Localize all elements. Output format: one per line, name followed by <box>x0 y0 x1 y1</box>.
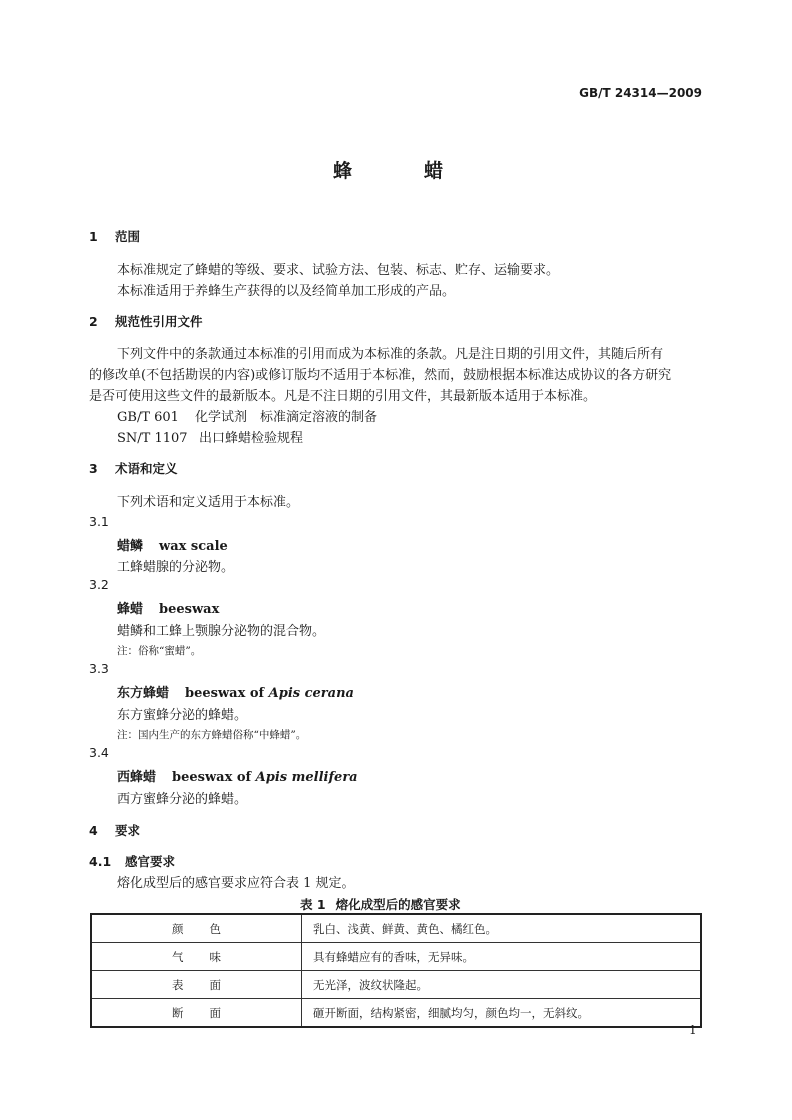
section-title: 术语和定义 <box>115 461 178 476</box>
title-char-1: 蜂 <box>333 160 355 182</box>
term-en: beeswax <box>159 602 220 617</box>
section-4-heading <box>89 821 140 839</box>
table-cell-requirement: 砸开断面，结构紧密，细腻均匀，颜色均一，无斜纹。 <box>302 999 702 1028</box>
table-row <box>91 999 701 1028</box>
section-1-heading <box>89 227 140 245</box>
term-heading <box>117 766 358 785</box>
term-en-italic: Apis mellifera <box>255 770 358 785</box>
term-heading <box>117 682 354 701</box>
section-3-intro: 下列术语和定义适用于本标准。 <box>117 495 300 510</box>
term-zh: 蜡鳞 <box>117 539 144 554</box>
term-en: beeswax of <box>172 770 256 785</box>
term-note: 注：俗称“蜜蜡”。 <box>117 645 202 657</box>
table-label: 表 1 <box>300 897 326 912</box>
normative-reference <box>117 427 303 446</box>
sensory-requirements-table <box>90 913 702 1028</box>
term-zh: 东方蜂蜡 <box>117 686 170 701</box>
section-number: 2 <box>89 314 98 329</box>
section-title: 规范性引用文件 <box>115 314 203 329</box>
table-row <box>91 914 701 943</box>
reference-title: 化学试剂 标准滴定溶液的制备 <box>195 410 378 425</box>
term-en: wax scale <box>159 539 228 554</box>
document-title <box>333 156 445 183</box>
table-caption <box>300 895 461 913</box>
reference-code: SN/T 1107 <box>117 431 188 446</box>
term-definition: 西方蜜蜂分泌的蜂蜡。 <box>117 792 248 807</box>
subsection-4-1-heading <box>89 852 175 870</box>
section-number: 4 <box>89 823 98 838</box>
section-title: 范围 <box>115 229 141 244</box>
term-number: 3.1 <box>89 514 109 529</box>
section-1-paragraph-1: 本标准规定了蜂蜡的等级、要求、试验方法、包装、标志、贮存、运输要求。 <box>117 263 560 278</box>
table-row <box>91 943 701 971</box>
term-heading <box>117 598 219 617</box>
term-en-italic: Apis cerana <box>268 686 354 701</box>
section-title: 要求 <box>115 823 141 838</box>
section-2-line-1: 下列文件中的条款通过本标准的引用而成为本标准的条款。凡是注日期的引用文件，其随后所有 <box>117 347 664 362</box>
section-2-line-3: 是否可使用这些文件的最新版本。凡是不注日期的引用文件，其最新版本适用于本标准。 <box>89 389 597 404</box>
table-cell-item: 表面 <box>91 971 302 999</box>
term-heading <box>117 535 228 554</box>
section-2-heading <box>89 312 203 330</box>
subsection-title: 感官要求 <box>125 854 176 869</box>
term-zh: 西蜂蜡 <box>117 770 157 785</box>
term-definition: 蜡鳞和工蜂上颚腺分泌物的混合物。 <box>117 624 326 639</box>
term-en: beeswax of <box>185 686 269 701</box>
table-row <box>91 971 701 999</box>
page-number: 1 <box>689 1023 697 1037</box>
term-zh: 蜂蜡 <box>117 602 144 617</box>
term-note: 注：国内生产的东方蜂蜡俗称“中蜂蜡”。 <box>117 729 307 741</box>
term-number: 3.2 <box>89 577 109 592</box>
title-char-2: 蜡 <box>424 160 446 182</box>
term-definition: 工蜂蜡腺的分泌物。 <box>117 560 235 575</box>
term-definition: 东方蜜蜂分泌的蜂蜡。 <box>117 708 248 723</box>
reference-title: 出口蜂蜡检验规程 <box>199 431 304 446</box>
section-number: 1 <box>89 229 98 244</box>
table-cell-requirement: 乳白、浅黄、鲜黄、黄色、橘红色。 <box>302 914 702 943</box>
table-title: 熔化成型后的感官要求 <box>335 897 461 912</box>
section-2-line-2: 的修改单(不包括勘误的内容)或修订版均不适用于本标准，然而，鼓励根据本标准达成协议的各方研究 <box>89 368 672 383</box>
table-cell-item: 断面 <box>91 999 302 1028</box>
table-cell-requirement: 具有蜂蜡应有的香味，无异味。 <box>302 943 702 971</box>
table-cell-item: 颜色 <box>91 914 302 943</box>
standard-code: GB/T 24314—2009 <box>579 86 702 100</box>
term-number: 3.3 <box>89 661 109 676</box>
section-1-paragraph-2: 本标准适用于养蜂生产获得的以及经简单加工形成的产品。 <box>117 284 456 299</box>
section-3-heading <box>89 459 178 477</box>
table-cell-requirement: 无光泽，波纹状隆起。 <box>302 971 702 999</box>
normative-reference <box>117 406 377 425</box>
reference-code: GB/T 601 <box>117 410 179 425</box>
table-cell-item: 气味 <box>91 943 302 971</box>
term-number: 3.4 <box>89 745 109 760</box>
subsection-number: 4.1 <box>89 854 112 869</box>
subsection-4-1-text: 熔化成型后的感官要求应符合表 1 规定。 <box>117 876 355 891</box>
section-number: 3 <box>89 461 98 476</box>
